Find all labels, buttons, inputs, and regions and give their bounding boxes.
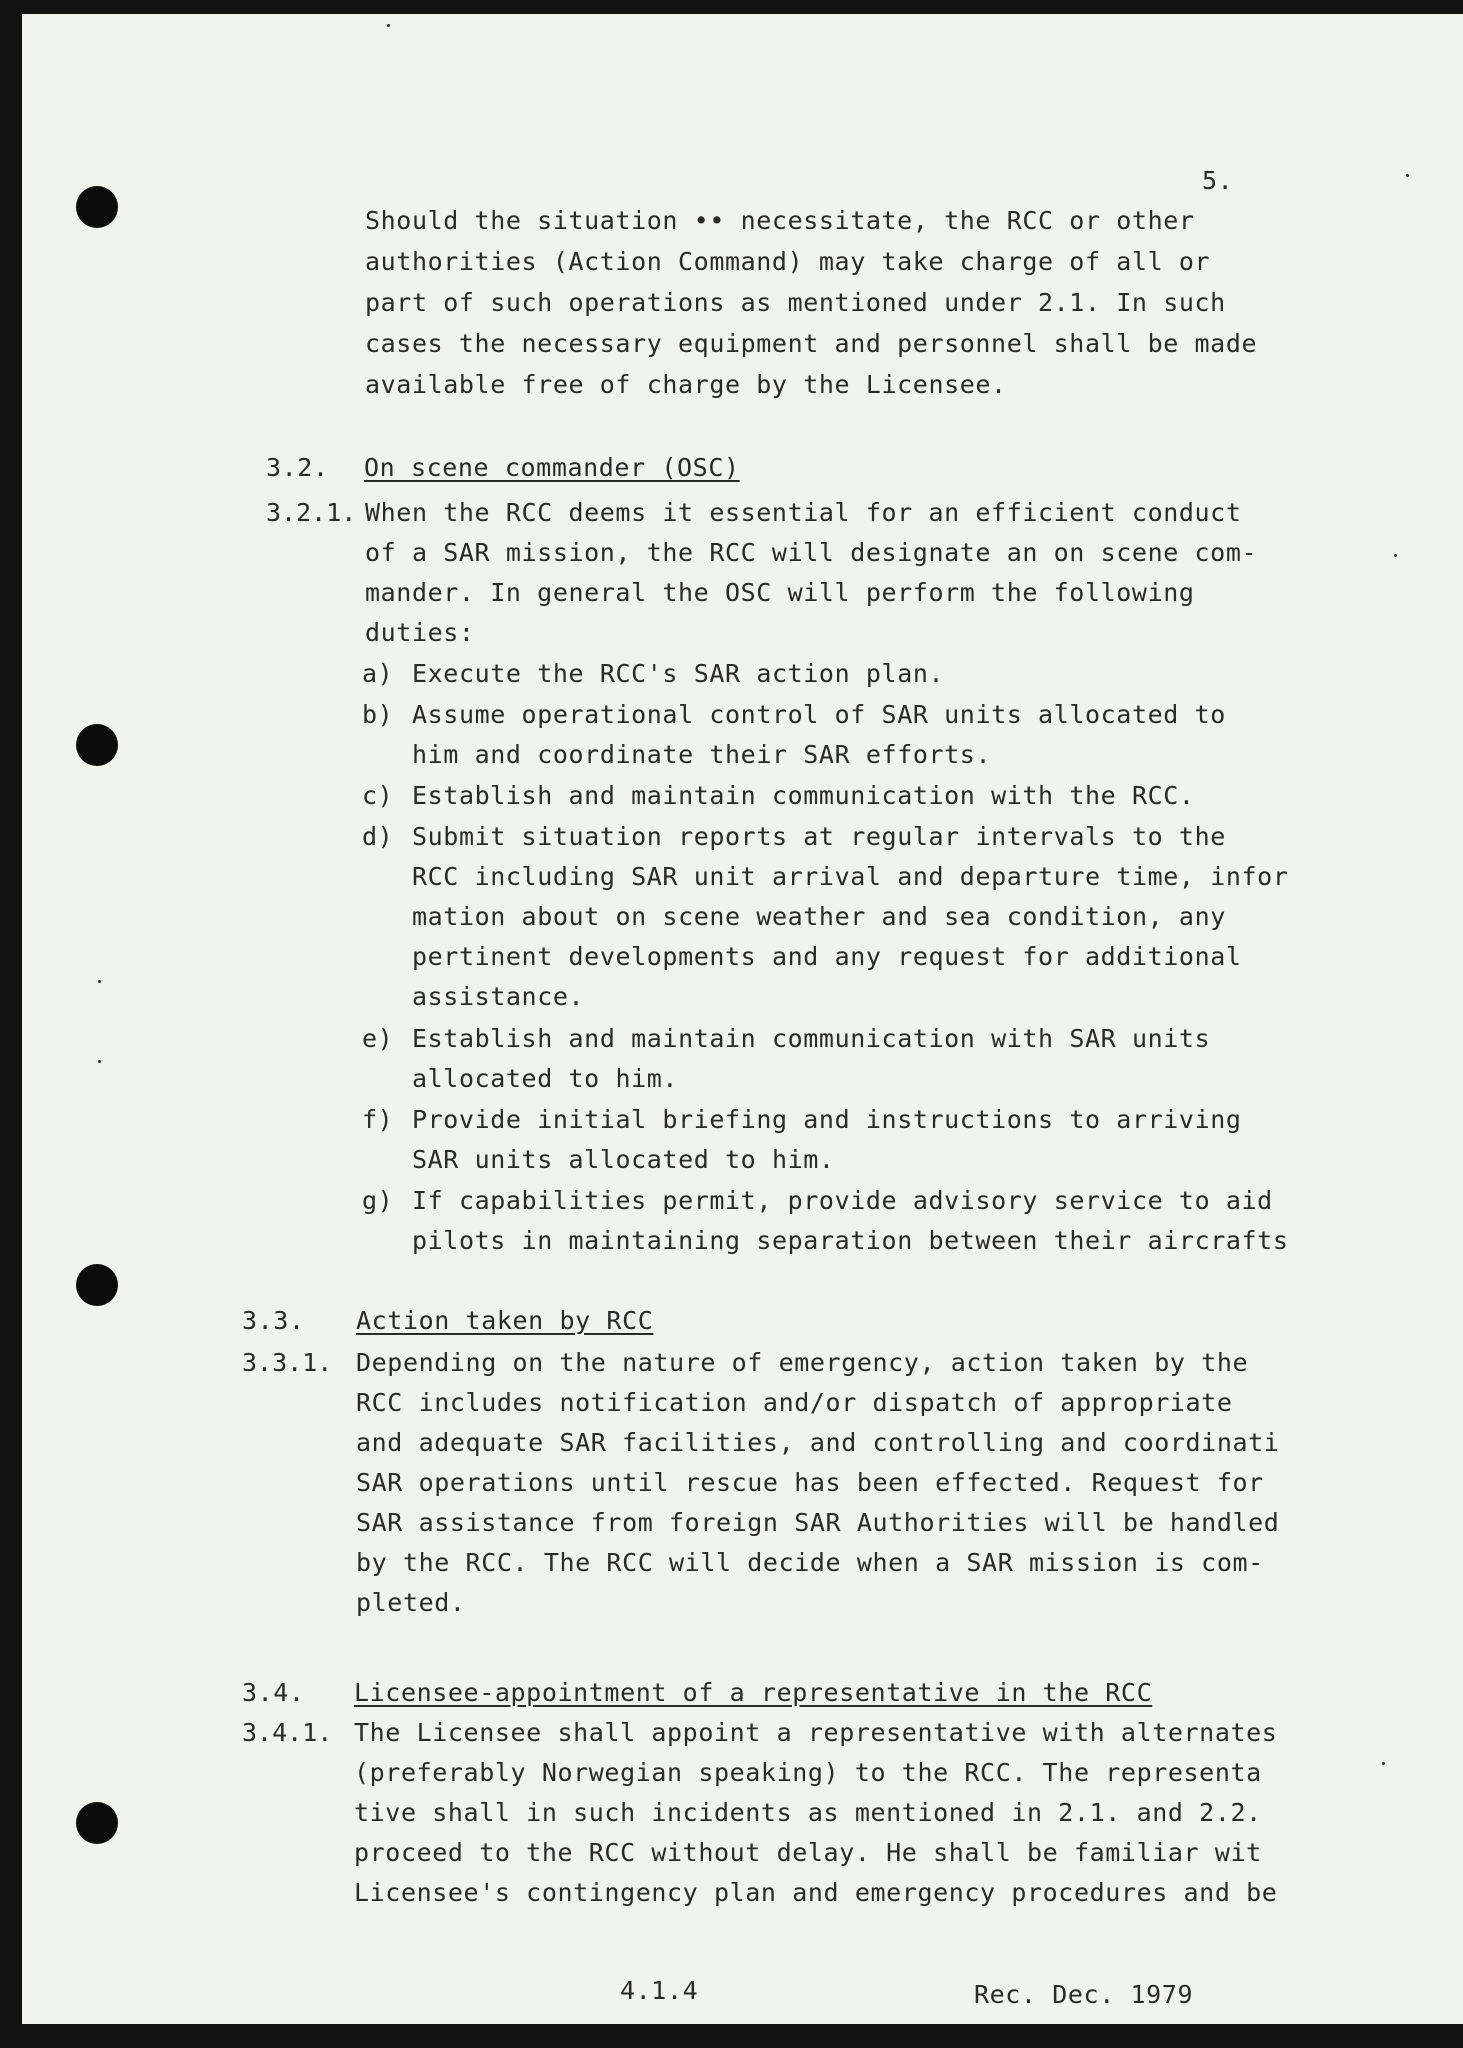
footer-received-date: Rec. Dec. 1979 <box>974 1980 1194 2009</box>
list-item-line: pertinent developments and any request for additional <box>412 942 1242 971</box>
punch-hole <box>76 1802 118 1844</box>
intro-line: part of such operations as mentioned under 2.1. In such <box>365 288 1226 317</box>
list-item-line: Establish and maintain communication with SAR units <box>412 1024 1211 1053</box>
list-item-label: b) <box>362 700 394 729</box>
list-item-label: c) <box>362 781 394 810</box>
paragraph-line: pleted. <box>356 1588 466 1617</box>
list-item-line: Assume operational control of SAR units allocated to <box>412 700 1226 729</box>
intro-line: cases the necessary equipment and personnel shall be made <box>365 329 1258 358</box>
paragraph-line: The Licensee shall appoint a representative with alternates <box>354 1718 1278 1747</box>
speck <box>98 1060 101 1063</box>
section-number: 3.3. <box>242 1306 305 1335</box>
list-item-line: Provide initial briefing and instructions to arriving <box>412 1105 1242 1134</box>
paragraph-line: (preferably Norwegian speaking) to the RCC. The representa <box>354 1758 1262 1787</box>
speck <box>1406 174 1409 177</box>
page-number: 5. <box>1202 166 1234 195</box>
list-item-label: g) <box>362 1186 394 1215</box>
paragraph-line: SAR assistance from foreign SAR Authorities will be handled <box>356 1508 1280 1537</box>
section-title: Licensee-appointment of a representative in the RCC <box>354 1678 1153 1707</box>
footer-code: 4.1.4 <box>620 1976 699 2005</box>
list-item-line: allocated to him. <box>412 1064 679 1093</box>
list-item-line: SAR units allocated to him. <box>412 1145 835 1174</box>
intro-line: available free of charge by the Licensee. <box>365 370 1007 399</box>
speck <box>387 24 390 27</box>
section-number: 3.2. <box>266 453 329 482</box>
list-item-label: f) <box>362 1105 394 1134</box>
list-item-label: e) <box>362 1024 394 1053</box>
section-number: 3.4. <box>242 1678 305 1707</box>
paragraph-line: tive shall in such incidents as mentioned in 2.1. and 2.2. <box>354 1798 1262 1827</box>
punch-hole <box>76 1264 118 1306</box>
paragraph-line: Licensee's contingency plan and emergency procedures and be <box>354 1878 1278 1907</box>
paragraph-line: mander. In general the OSC will perform the following <box>365 578 1195 607</box>
punch-hole <box>76 186 118 228</box>
punch-hole <box>76 724 118 766</box>
paragraph-line: SAR operations until rescue has been effected. Request for <box>356 1468 1264 1497</box>
list-item-line: RCC including SAR unit arrival and departure time, infor <box>412 862 1289 891</box>
paragraph-line: by the RCC. The RCC will decide when a SAR mission is com- <box>356 1548 1264 1577</box>
list-item-line: mation about on scene weather and sea condition, any <box>412 902 1226 931</box>
list-item-label: d) <box>362 822 394 851</box>
paragraph-line: and adequate SAR facilities, and controlling and coordinati <box>356 1428 1280 1457</box>
paragraph-line: RCC includes notification and/or dispatch of appropriate <box>356 1388 1233 1417</box>
list-item-line: Submit situation reports at regular intervals to the <box>412 822 1226 851</box>
section-title: On scene commander (OSC) <box>364 453 740 482</box>
paragraph-line: duties: <box>365 618 475 647</box>
list-item-line: If capabilities permit, provide advisory service to aid <box>412 1186 1273 1215</box>
document-page <box>22 14 1463 2024</box>
paragraph-line: Depending on the nature of emergency, action taken by the <box>356 1348 1249 1377</box>
list-item-line: pilots in maintaining separation between their aircrafts <box>412 1226 1289 1255</box>
speck <box>98 980 101 983</box>
list-item-line: Execute the RCC's SAR action plan. <box>412 659 945 688</box>
scan-border <box>0 2024 1463 2048</box>
section-title: Action taken by RCC <box>356 1306 654 1335</box>
subsection-number: 3.2.1. <box>266 498 357 527</box>
paragraph-line: proceed to the RCC without delay. He shall be familiar wit <box>354 1838 1262 1867</box>
subsection-number: 3.4.1. <box>242 1718 333 1747</box>
list-item-line: Establish and maintain communication with the RCC. <box>412 781 1195 810</box>
subsection-number: 3.3.1. <box>242 1348 333 1377</box>
list-item-line: him and coordinate their SAR efforts. <box>412 740 992 769</box>
intro-line: authorities (Action Command) may take charge of all or <box>365 247 1211 276</box>
speck <box>1394 554 1397 557</box>
paragraph-line: When the RCC deems it essential for an efficient conduct <box>365 498 1242 527</box>
list-item-line: assistance. <box>412 982 585 1011</box>
speck <box>1382 1762 1385 1765</box>
paragraph-line: of a SAR mission, the RCC will designate an on scene com- <box>365 538 1258 567</box>
list-item-label: a) <box>362 659 394 688</box>
intro-line: Should the situation •• necessitate, the RCC or other <box>365 206 1195 235</box>
